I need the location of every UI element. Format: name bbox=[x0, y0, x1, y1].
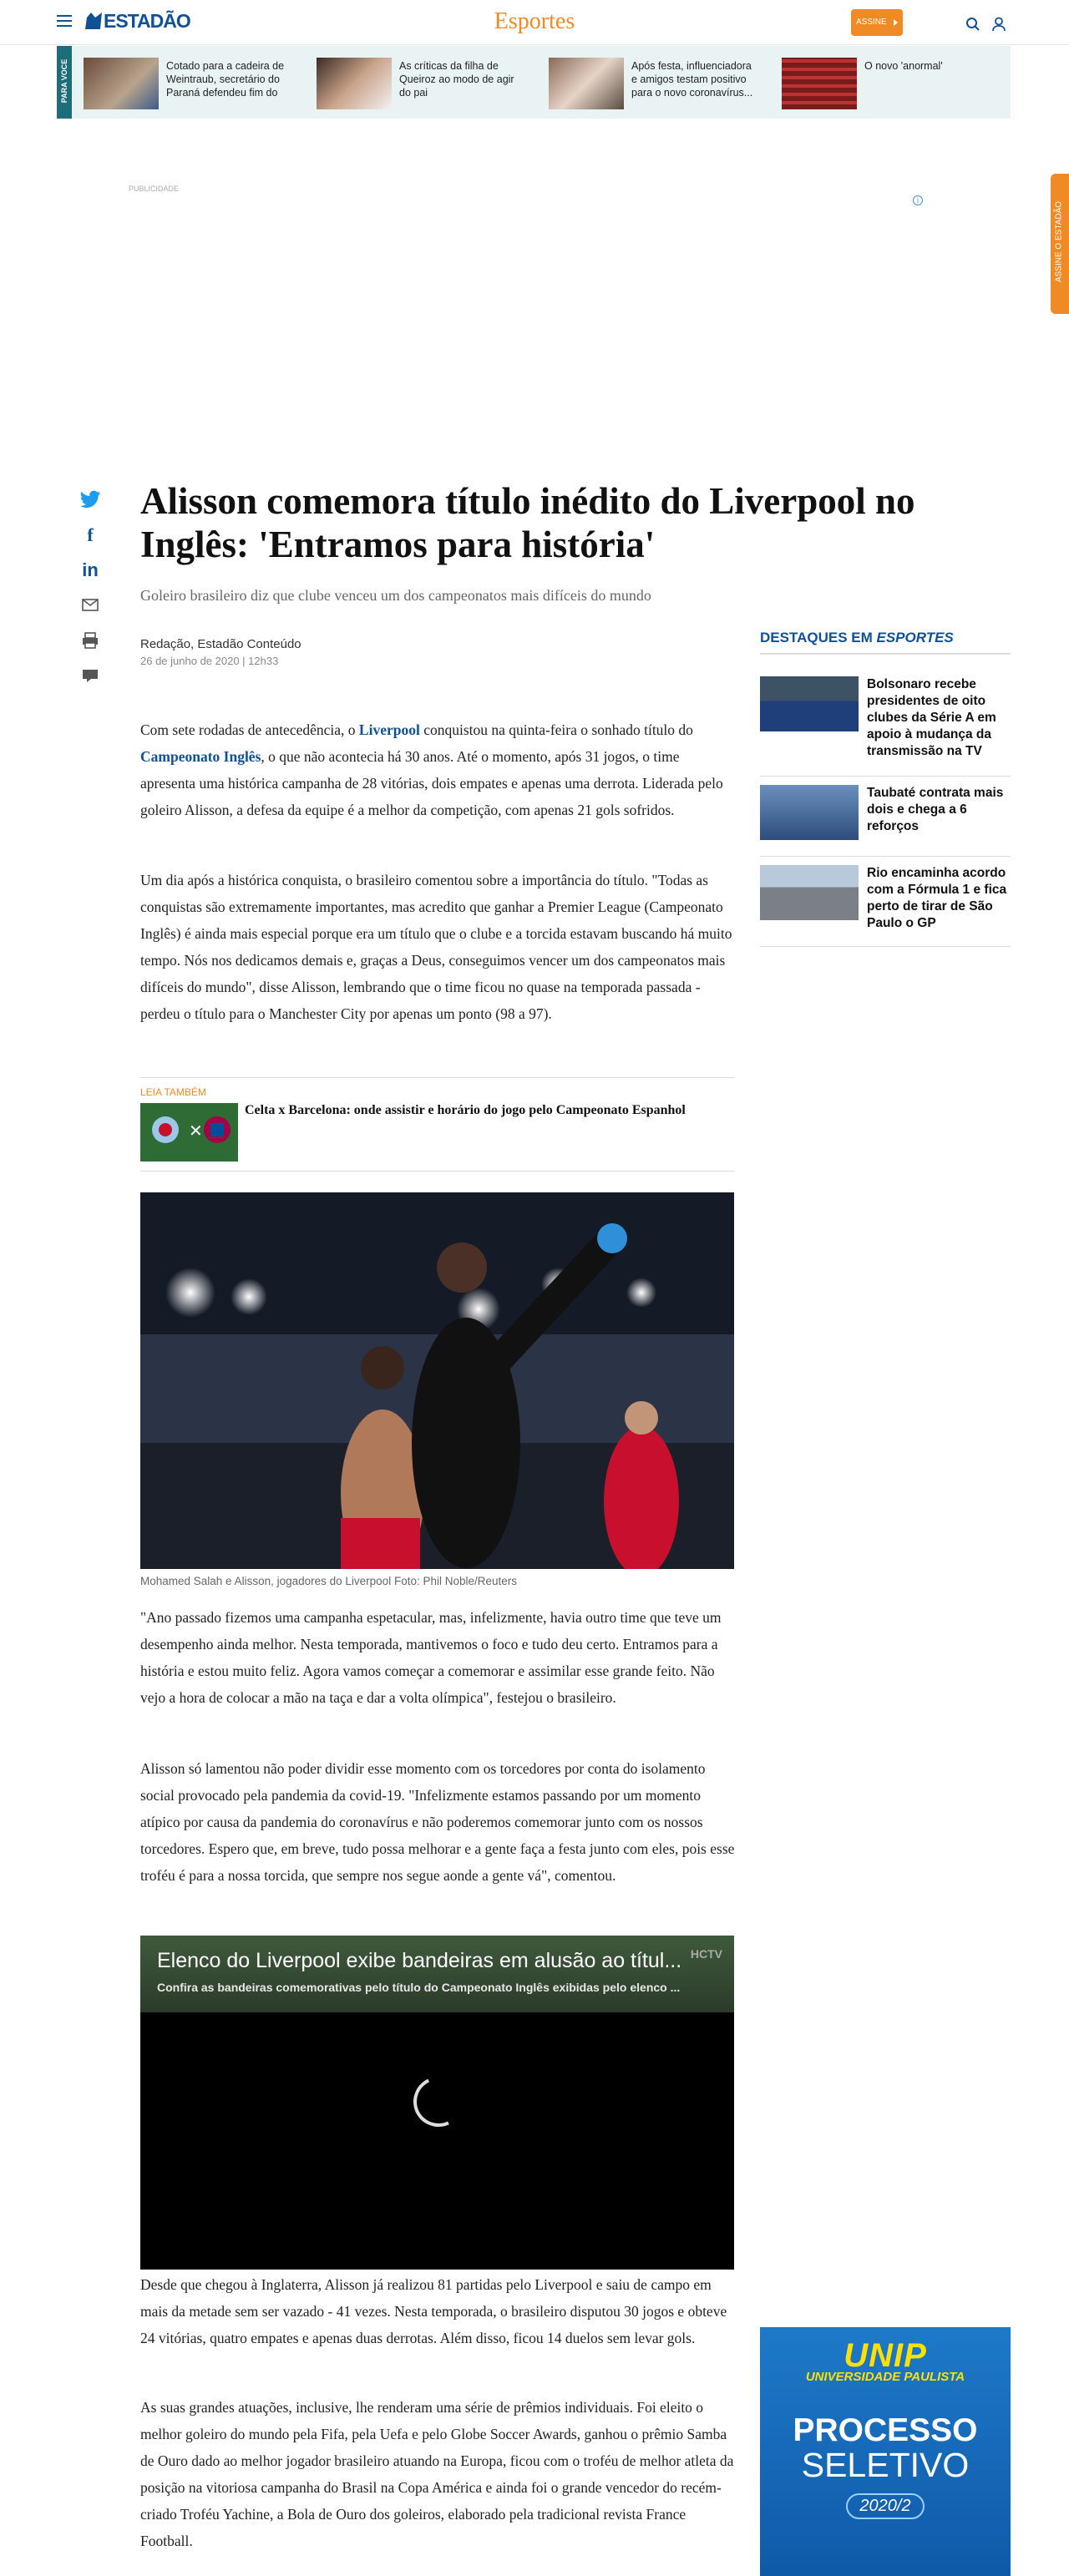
article-paragraph: Um dia após a histórica conquista, o brasileiro comentou sobre a importância do título. "Todas as conquistas são extremamente importantes, mas acredito que ganhar a Premier League (Campeonato Inglês) é ainda mais especial porque era um título que o clube e a torcida estavam buscando há muito tempo. Nós nos dedicamos demais e, graças a Deus, conseguimos vencer um dos campeonatos mais difíceis do mundo", disse Alisson, lembrando que o time ficou no quase na temporada passada - perdeu o título para o Manchester City por apenas um ponto (98 a 97). bbox=[140, 872, 732, 1022]
print-icon[interactable] bbox=[73, 623, 107, 658]
card-title: O novo 'anormal' bbox=[864, 60, 943, 72]
card-thumbnail bbox=[84, 58, 159, 109]
sidebar-item-title: Taubaté contrata mais dois e chega a 6 reforços bbox=[867, 786, 1004, 833]
article-author: Redação, Estadão Conteúdo bbox=[140, 637, 301, 651]
search-icon[interactable] bbox=[965, 17, 980, 32]
article-paragraph: Com sete rodadas de antecedência, o Liverpool conquistou na quinta-feira o sonhado título do Campeonato Inglês, o que não acontecia há 30 anos. Até o momento, após 31 jogos, o time apresenta uma histórica campanha de 28 vitórias, dois empates e apenas uma derrota. Liderada pelo goleiro Alisson, a defesa da equipe é a melhor da competição, com apenas 21 gols sofridos. bbox=[140, 721, 723, 818]
sidebar-item[interactable] bbox=[760, 676, 1011, 777]
related-title: Celta x Barcelona: onde assistir e horário do jogo pelo Campeonato Espanhol bbox=[245, 1103, 686, 1117]
article-paragraph: Alisson só lamentou não poder dividir esse momento com os torcedores por conta do isolamento social provocado pela pandemia da covid-19. "Infelizmente estamos passando por um momento atípico por causa da pandemia do coronavírus e não poderemos comemorar junto com os nossos torcedores. Espero que, em breve, tudo possa melhorar e a gente faça a festa junto com eles, pois esse troféu é para a nossa torcida, que sempre nos segue aonde a gente vá", comentou. bbox=[140, 1760, 735, 1884]
subscribe-side-tab[interactable]: ASSINE O ESTADÃO bbox=[1051, 174, 1069, 314]
video-player[interactable] bbox=[140, 1936, 734, 2270]
svg-text:✕: ✕ bbox=[189, 1121, 203, 1141]
sidebar-thumbnail bbox=[760, 676, 859, 731]
sidebar-item[interactable] bbox=[760, 785, 1011, 857]
para-voce-card[interactable] bbox=[782, 58, 999, 109]
article-paragraph: "Ano passado fizemos uma campanha espetacular, mas, infelizmente, havia outro time que teve um desempenho ainda melhor. Nesta temporada, mantivemos o foco e tudo deu certo. Entramos para a história e estou muito feliz. Agora vamos começar a comemorar e assimilar esse grande feito. Não vejo a hora de colocar a mão na taça e dar a volta olímpica", festejou o brasileiro. bbox=[140, 1609, 722, 1706]
subscribe-button[interactable]: ASSINE bbox=[851, 9, 903, 36]
article-photo bbox=[140, 1192, 734, 1569]
article-title: Alisson comemora título inédito do Liverpool no Inglês: 'Entramos para história' bbox=[140, 480, 915, 565]
para-voce-card[interactable] bbox=[84, 58, 301, 109]
ad-line-2: SELETIVO bbox=[801, 2446, 970, 2484]
article-subtitle: Goleiro brasileiro diz que clube venceu um dos campeonatos mais difíceis do mundo bbox=[140, 587, 651, 604]
article-paragraph: Desde que chegou à Inglaterra, Alisson já realizou 81 partidas pelo Liverpool e saiu de campo em mais da metade sem ser vazado - 41 vezes. Nesta temporada, o brasileiro disputou 30 jogos e obteve 24 vitórias, quatro empates e apenas duas derrotas. Além disso, ficou 14 duelos sem levar gols. bbox=[140, 2276, 727, 2346]
top-bar bbox=[0, 0, 1069, 45]
related-article[interactable] bbox=[140, 1077, 735, 1172]
article-date: 26 de junho de 2020 | 12h33 bbox=[140, 655, 279, 667]
sidebar-thumbnail bbox=[760, 785, 859, 840]
para-voce-card[interactable] bbox=[317, 58, 534, 109]
card-title: Cotado para a cadeira de Weintraub, secretário do Paraná defendeu fim do bbox=[166, 60, 285, 99]
video-subtitle: Confira as bandeiras comemorativas pelo título do Campeonato Inglês exibidas pelo elenco ... bbox=[157, 1981, 681, 1994]
ad-brand-sub: UNIVERSIDADE PAULISTA bbox=[805, 2370, 965, 2384]
card-title: Após festa, influenciadora e amigos testam positivo para o novo coronavírus... bbox=[631, 60, 753, 99]
sidebar-advertisement[interactable] bbox=[760, 2327, 1011, 2576]
card-title: As críticas da filha de Queiroz ao modo de agir do pai bbox=[399, 60, 514, 99]
card-thumbnail bbox=[782, 58, 857, 109]
user-icon[interactable] bbox=[991, 17, 1006, 32]
article-paragraph: As suas grandes atuações, inclusive, lhe renderam uma série de prêmios individuais. Foi eleito o melhor goleiro do mundo pela Fifa, pela Uefa e pelo Globe Soccer Awards, ganhou o prêmio Samba de Ouro dado ao melhor jogador brasileiro atuando na Europa, ficou com o troféu de melhor atleta da posição na vitoriosa campanha do Brasil na Copa América e ainda foi o grande vencedor do recém-criado Troféu Yachine, a Bola de Ouro dos goleiros, elaborado pela tradicional revista France Football. bbox=[140, 2399, 734, 2549]
related-label: LEIA TAMBÉM bbox=[140, 1086, 206, 1098]
sidebar-item[interactable] bbox=[760, 865, 1011, 947]
sidebar-item-title: Bolsonaro recebe presidentes de oito clubes da Série A em apoio à mudança da transmissão na TV bbox=[867, 677, 996, 758]
ad-year-badge: 2020/2 bbox=[846, 2493, 924, 2519]
sidebar-heading: DESTAQUES EM ESPORTES bbox=[760, 630, 1011, 655]
card-thumbnail bbox=[317, 58, 392, 109]
email-icon[interactable] bbox=[73, 588, 107, 623]
ad-line-1: PROCESSO bbox=[793, 2412, 978, 2448]
video-header bbox=[140, 1936, 734, 2012]
video-brand: HCTV bbox=[690, 1947, 722, 1961]
para-voce-strip bbox=[57, 46, 1011, 119]
ad-info-icon[interactable]: i bbox=[913, 195, 923, 205]
link-campeonato-ingles[interactable]: Campeonato Inglês bbox=[140, 748, 261, 765]
video-title: Elenco do Liverpool exibe bandeiras em alusão ao títul... bbox=[157, 1949, 682, 1972]
section-title[interactable]: Esportes bbox=[494, 8, 575, 34]
photo-caption: Mohamed Salah e Alisson, jogadores do Liverpool Foto: Phil Noble/Reuters bbox=[140, 1575, 518, 1587]
linkedin-icon[interactable]: in bbox=[82, 559, 99, 580]
share-bar bbox=[73, 483, 107, 693]
related-thumbnail bbox=[140, 1103, 238, 1161]
para-voce-card[interactable] bbox=[549, 58, 766, 109]
loading-spinner-icon bbox=[407, 2070, 471, 2134]
ad-brand: UNIP bbox=[844, 2337, 927, 2374]
logo-text: ESTADÃO bbox=[104, 10, 190, 32]
link-liverpool[interactable]: Liverpool bbox=[358, 721, 420, 738]
sidebar-thumbnail bbox=[760, 865, 859, 920]
facebook-icon[interactable]: f bbox=[87, 524, 94, 545]
card-thumbnail bbox=[549, 58, 624, 109]
ad-label: PUBLICIDADE bbox=[129, 185, 180, 193]
comments-icon[interactable] bbox=[73, 658, 107, 693]
para-voce-label: PARA VOCE bbox=[57, 46, 72, 119]
twitter-icon[interactable] bbox=[73, 483, 107, 518]
sidebar-item-title: Rio encaminha acordo com a Fórmula 1 e fica perto de tirar de São Paulo o GP bbox=[867, 866, 1007, 930]
